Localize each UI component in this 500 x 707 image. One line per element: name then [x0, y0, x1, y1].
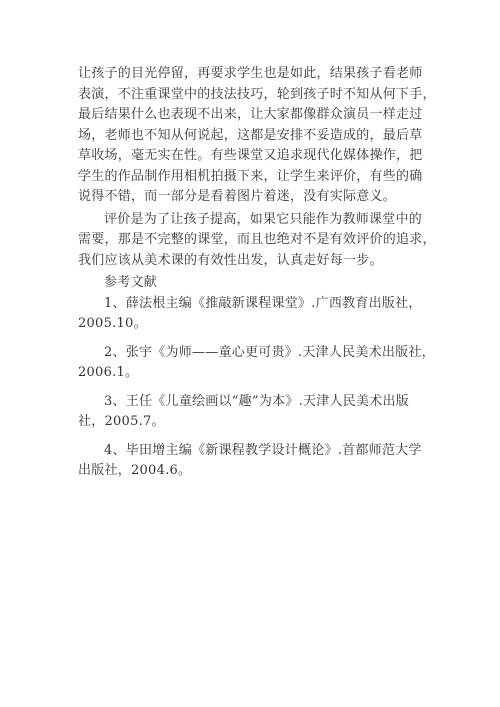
body-paragraph-1	[78, 64, 436, 208]
paragraph-line: 学生的作品制作用相机拍摄下来，让学生来评价，有些的确	[78, 168, 423, 184]
body-paragraph-2	[78, 210, 436, 272]
reference-line: 社，2005.7。	[78, 414, 165, 429]
paragraph-line: 场，老师也不知从何说起，这都是安排不妥造成的，最后草	[78, 127, 423, 143]
references-heading: 参考文献	[104, 275, 158, 290]
reference-line: 4、毕田增主编《新课程教学设计概论》.首都师范大学	[104, 442, 422, 458]
paragraph-line: 让孩子的目光停留，再要求学生也是如此，结果孩子看老师	[78, 66, 423, 81]
reference-item-3	[78, 392, 428, 433]
reference-line: 3、王任《儿童绘画以“趣”为本》.天津人民美术出版	[104, 393, 409, 409]
reference-item-4	[78, 441, 428, 482]
reference-line: 2006.1。	[78, 365, 139, 380]
reference-item-1	[78, 294, 428, 335]
references-section	[78, 273, 435, 482]
paragraph-line: 说得不错，而一部分是看着图片着迷，没有实际意义。	[78, 189, 397, 204]
reference-line: 2005.10。	[78, 316, 147, 331]
reference-item-2	[78, 343, 435, 384]
paragraph-line: 需要，那是不完整的课堂，而且也绝对不是有效评价的追求，	[78, 232, 436, 247]
reference-line: 2、张宇《为师——童心更可贵》.天津人民美术出版社，	[104, 344, 435, 360]
reference-line: 出版社，2004.6。	[78, 463, 192, 478]
reference-line: 1、薛法根主编《推敲新课程课堂》.广西教育出版社，	[104, 295, 422, 311]
paragraph-line: 我们应该从美术课的有效性出发，认真走好每一步。	[78, 252, 383, 268]
paragraph-line: 表演，不注重课堂中的技法技巧，轮到孩子时不知从何下手，	[78, 86, 436, 102]
document-page	[78, 64, 436, 490]
paragraph-line: 草收场，毫无实在性。有些课堂又追求现代化媒体操作，把	[78, 148, 423, 163]
paragraph-line: 最后结果什么也表现不出来，让大家都像群众演员一样走过	[78, 107, 423, 122]
paragraph-line: 评价是为了让孩子提高，如果它只能作为教师课堂中的	[104, 211, 423, 227]
